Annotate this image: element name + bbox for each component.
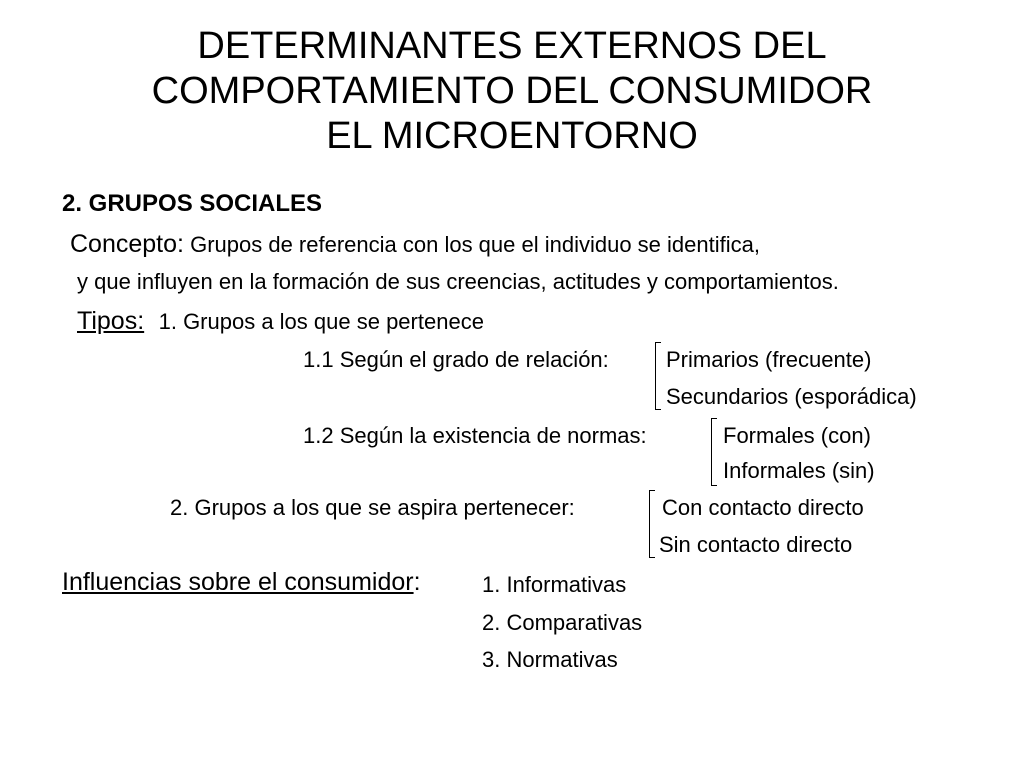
bracket-sub2 [711,418,717,486]
sub1-label: 1.1 Según el grado de relación: [303,347,609,372]
sub2-label: 1.2 Según la existencia de normas: [303,423,647,448]
concepto-text-1: Grupos de referencia con los que el individuo se identifica, [183,232,760,257]
title-line-2: COMPORTAMIENTO DEL CONSUMIDOR [151,70,873,112]
influencias-label: Influencias sobre el consumidor [62,568,414,596]
influencia-item-3: 3. Normativas [482,647,618,672]
sub2-option-1: Formales (con) [723,423,871,448]
title-line-1: DETERMINANTES EXTERNOS DEL [197,25,827,67]
item2-label: 2. Grupos a los que se aspira pertenecer: [170,495,575,520]
concepto-label: Concepto: [70,230,184,258]
influencias-colon: : [413,568,421,596]
section-heading: 2. GRUPOS SOCIALES [62,190,323,217]
tipos-label: Tipos: [77,307,145,335]
bracket-item2 [649,490,655,558]
title-line-3: EL MICROENTORNO [326,115,698,157]
item2-option-2: Sin contacto directo [659,532,853,557]
sub1-option-1: Primarios (frecuente) [666,347,872,372]
tipos-line [77,307,484,336]
influencias-line [62,568,421,597]
influencia-item-1: 1. Informativas [482,572,627,597]
concepto-line-1 [70,230,760,259]
slide-title [0,24,1024,159]
item2-option-1: Con contacto directo [662,495,864,520]
tipos-item-1: 1. Grupos a los que se pertenece [158,309,484,334]
sub1-option-2: Secundarios (esporádica) [666,384,917,409]
concepto-text-2: y que influyen en la formación de sus creencias, actitudes y comportamientos. [77,269,839,294]
sub2-option-2: Informales (sin) [723,458,875,483]
bracket-sub1 [655,342,661,410]
influencia-item-2: 2. Comparativas [482,610,643,635]
